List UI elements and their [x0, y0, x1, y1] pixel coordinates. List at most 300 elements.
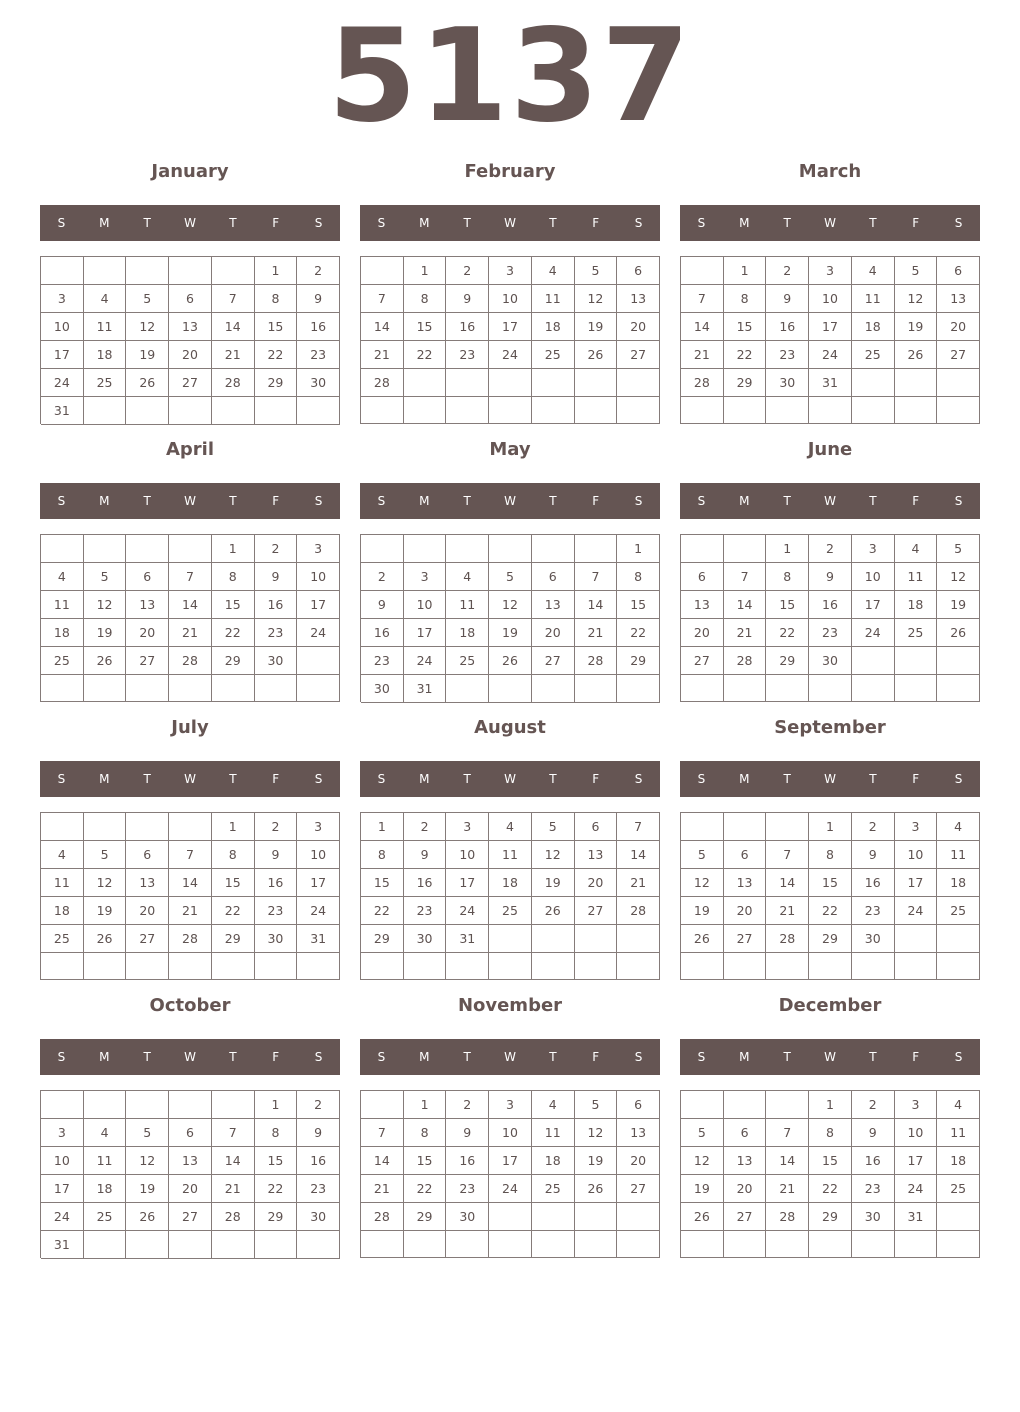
empty-day-cell [446, 369, 489, 397]
day-cell: 14 [617, 841, 660, 869]
day-cell: 24 [852, 619, 895, 647]
day-cell: 21 [169, 619, 212, 647]
day-cell: 14 [724, 591, 767, 619]
empty-day-cell [84, 1231, 127, 1259]
day-cell: 23 [297, 1175, 340, 1203]
day-cell: 21 [212, 1175, 255, 1203]
day-cell: 9 [297, 1119, 340, 1147]
day-cell: 9 [404, 841, 447, 869]
day-cell: 3 [852, 535, 895, 563]
empty-day-cell [575, 535, 618, 563]
weekday-header [680, 1039, 980, 1075]
weekday-header [360, 205, 660, 241]
day-cell: 9 [852, 1119, 895, 1147]
day-cell: 24 [895, 1175, 938, 1203]
empty-day-cell [617, 397, 660, 424]
empty-day-cell [169, 535, 212, 563]
day-cell: 18 [532, 313, 575, 341]
weekday-label: S [57, 216, 66, 230]
weekday-label: T [143, 772, 151, 786]
empty-day-cell [446, 675, 489, 703]
day-cell: 24 [809, 341, 852, 369]
day-grid [40, 256, 340, 424]
empty-day-cell [84, 675, 127, 702]
day-cell: 20 [681, 619, 724, 647]
empty-day-cell [852, 369, 895, 397]
day-cell: 3 [297, 535, 340, 563]
empty-day-cell [212, 953, 255, 980]
weekday-header [680, 483, 980, 519]
empty-day-cell [297, 953, 340, 980]
day-cell: 10 [446, 841, 489, 869]
weekday-label: T [549, 1050, 557, 1064]
weekday-label: S [634, 1050, 643, 1064]
day-cell: 12 [681, 1147, 724, 1175]
empty-day-cell [126, 675, 169, 702]
weekday-label: W [184, 772, 196, 786]
empty-day-cell [937, 1203, 980, 1231]
day-cell: 8 [617, 563, 660, 591]
weekday-label: W [824, 1050, 836, 1064]
empty-day-cell [575, 675, 618, 703]
weekday-label: M [419, 494, 430, 508]
day-cell: 25 [84, 369, 127, 397]
day-cell: 28 [212, 369, 255, 397]
weekday-label: M [99, 772, 110, 786]
day-cell: 10 [404, 591, 447, 619]
day-cell: 18 [489, 869, 532, 897]
weekday-label: S [697, 1050, 706, 1064]
empty-day-cell [489, 953, 532, 980]
weekday-label: T [229, 772, 237, 786]
day-cell: 8 [255, 1119, 298, 1147]
day-cell: 14 [169, 869, 212, 897]
day-cell: 30 [446, 1203, 489, 1231]
month-title: October [149, 995, 231, 1016]
empty-day-cell [937, 925, 980, 953]
day-cell: 2 [852, 1091, 895, 1119]
day-cell: 4 [41, 563, 84, 591]
day-cell: 8 [361, 841, 404, 869]
day-cell: 6 [126, 563, 169, 591]
weekday-label: W [504, 772, 516, 786]
empty-day-cell [212, 675, 255, 702]
day-cell: 31 [404, 675, 447, 703]
weekday-label: S [954, 216, 963, 230]
day-cell: 12 [84, 591, 127, 619]
day-cell: 20 [937, 313, 980, 341]
empty-day-cell [41, 813, 84, 841]
day-cell: 12 [575, 1119, 618, 1147]
day-cell: 30 [404, 925, 447, 953]
day-cell: 28 [724, 647, 767, 675]
day-cell: 14 [212, 313, 255, 341]
day-cell: 8 [404, 285, 447, 313]
day-cell: 25 [532, 1175, 575, 1203]
day-cell: 2 [255, 535, 298, 563]
day-cell: 20 [126, 619, 169, 647]
empty-day-cell [169, 1091, 212, 1119]
weekday-label: S [697, 216, 706, 230]
day-cell: 22 [361, 897, 404, 925]
weekday-label: F [592, 216, 600, 230]
weekday-label: W [184, 1050, 196, 1064]
day-cell: 22 [617, 619, 660, 647]
empty-day-cell [297, 1231, 340, 1259]
day-cell: 9 [446, 285, 489, 313]
empty-day-cell [169, 397, 212, 425]
empty-day-cell [126, 535, 169, 563]
day-cell: 2 [255, 813, 298, 841]
day-cell: 27 [575, 897, 618, 925]
empty-day-cell [255, 953, 298, 980]
day-cell: 5 [895, 257, 938, 285]
day-cell: 4 [84, 1119, 127, 1147]
weekday-label: T [229, 216, 237, 230]
empty-day-cell [681, 397, 724, 424]
weekday-label: S [634, 494, 643, 508]
weekday-label: S [314, 216, 323, 230]
day-cell: 17 [489, 1147, 532, 1175]
empty-day-cell [532, 397, 575, 424]
day-cell: 26 [575, 341, 618, 369]
empty-day-cell [361, 535, 404, 563]
day-cell: 7 [724, 563, 767, 591]
day-cell: 26 [489, 647, 532, 675]
day-cell: 8 [724, 285, 767, 313]
weekday-label: F [592, 1050, 600, 1064]
day-cell: 5 [681, 841, 724, 869]
empty-day-cell [446, 535, 489, 563]
day-cell: 27 [126, 925, 169, 953]
day-cell: 28 [169, 925, 212, 953]
day-cell: 19 [489, 619, 532, 647]
day-cell: 27 [724, 1203, 767, 1231]
day-cell: 27 [617, 341, 660, 369]
weekday-label: T [143, 216, 151, 230]
day-cell: 15 [766, 591, 809, 619]
day-cell: 8 [809, 841, 852, 869]
day-cell: 3 [41, 1119, 84, 1147]
empty-day-cell [126, 397, 169, 425]
empty-day-cell [575, 397, 618, 424]
day-cell: 30 [255, 647, 298, 675]
day-cell: 11 [532, 285, 575, 313]
weekday-label: T [463, 1050, 471, 1064]
day-cell: 29 [255, 1203, 298, 1231]
empty-day-cell [681, 257, 724, 285]
day-cell: 4 [84, 285, 127, 313]
day-cell: 9 [255, 841, 298, 869]
empty-day-cell [575, 369, 618, 397]
weekday-label: S [954, 494, 963, 508]
empty-day-cell [575, 925, 618, 953]
day-cell: 26 [895, 341, 938, 369]
day-cell: 16 [809, 591, 852, 619]
weekday-label: S [377, 1050, 386, 1064]
month-title: November [457, 995, 563, 1016]
day-cell: 23 [852, 1175, 895, 1203]
day-cell: 26 [84, 925, 127, 953]
day-cell: 29 [617, 647, 660, 675]
day-cell: 14 [766, 869, 809, 897]
month-title: February [464, 161, 556, 182]
empty-day-cell [681, 535, 724, 563]
empty-day-cell [404, 397, 447, 424]
day-cell: 21 [724, 619, 767, 647]
day-cell: 2 [809, 535, 852, 563]
weekday-header [360, 1039, 660, 1075]
day-cell: 7 [617, 813, 660, 841]
empty-day-cell [41, 675, 84, 702]
day-cell: 31 [895, 1203, 938, 1231]
weekday-label: T [869, 216, 877, 230]
day-cell: 1 [212, 535, 255, 563]
day-cell: 15 [724, 313, 767, 341]
empty-day-cell [852, 1231, 895, 1258]
day-cell: 7 [169, 841, 212, 869]
empty-day-cell [895, 675, 938, 702]
empty-day-cell [404, 953, 447, 980]
day-cell: 6 [724, 841, 767, 869]
day-cell: 24 [41, 369, 84, 397]
day-cell: 22 [809, 897, 852, 925]
empty-day-cell [126, 953, 169, 980]
day-cell: 29 [809, 925, 852, 953]
empty-day-cell [84, 953, 127, 980]
day-cell: 15 [404, 313, 447, 341]
day-cell: 7 [361, 1119, 404, 1147]
empty-day-cell [681, 953, 724, 980]
empty-day-cell [766, 675, 809, 702]
day-cell: 14 [169, 591, 212, 619]
day-cell: 27 [681, 647, 724, 675]
day-cell: 28 [212, 1203, 255, 1231]
day-cell: 27 [937, 341, 980, 369]
empty-day-cell [617, 675, 660, 703]
day-cell: 25 [446, 647, 489, 675]
day-cell: 21 [766, 897, 809, 925]
day-cell: 15 [255, 1147, 298, 1175]
day-cell: 9 [255, 563, 298, 591]
weekday-label: W [504, 494, 516, 508]
weekday-label: W [504, 216, 516, 230]
day-cell: 22 [212, 619, 255, 647]
day-cell: 27 [169, 1203, 212, 1231]
day-cell: 21 [361, 1175, 404, 1203]
day-cell: 25 [937, 897, 980, 925]
day-cell: 7 [212, 1119, 255, 1147]
day-cell: 15 [809, 1147, 852, 1175]
day-cell: 21 [575, 619, 618, 647]
day-cell: 29 [361, 925, 404, 953]
day-cell: 16 [852, 1147, 895, 1175]
day-cell: 18 [852, 313, 895, 341]
day-cell: 1 [809, 813, 852, 841]
weekday-label: F [912, 494, 920, 508]
day-cell: 2 [446, 257, 489, 285]
day-cell: 17 [895, 869, 938, 897]
day-cell: 21 [766, 1175, 809, 1203]
weekday-label: M [419, 216, 430, 230]
day-cell: 1 [255, 257, 298, 285]
day-cell: 20 [575, 869, 618, 897]
day-cell: 11 [937, 1119, 980, 1147]
day-cell: 14 [361, 313, 404, 341]
weekday-header [360, 483, 660, 519]
weekday-label: S [57, 1050, 66, 1064]
empty-day-cell [766, 1231, 809, 1258]
empty-day-cell [852, 647, 895, 675]
day-cell: 12 [895, 285, 938, 313]
weekday-label: M [99, 216, 110, 230]
day-cell: 3 [489, 1091, 532, 1119]
day-cell: 5 [84, 841, 127, 869]
day-cell: 14 [212, 1147, 255, 1175]
day-cell: 30 [361, 675, 404, 703]
day-cell: 6 [532, 563, 575, 591]
day-cell: 26 [575, 1175, 618, 1203]
day-cell: 3 [404, 563, 447, 591]
day-cell: 14 [681, 313, 724, 341]
day-cell: 10 [895, 1119, 938, 1147]
day-cell: 25 [895, 619, 938, 647]
empty-day-cell [532, 953, 575, 980]
day-cell: 10 [852, 563, 895, 591]
weekday-label: T [143, 1050, 151, 1064]
empty-day-cell [361, 1091, 404, 1119]
empty-day-cell [895, 925, 938, 953]
day-cell: 26 [937, 619, 980, 647]
day-cell: 23 [255, 897, 298, 925]
day-cell: 23 [809, 619, 852, 647]
day-cell: 26 [126, 1203, 169, 1231]
weekday-label: S [377, 216, 386, 230]
empty-day-cell [532, 675, 575, 703]
day-cell: 10 [41, 313, 84, 341]
day-cell: 2 [404, 813, 447, 841]
day-cell: 29 [724, 369, 767, 397]
month-title: June [807, 439, 853, 460]
day-cell: 8 [212, 841, 255, 869]
empty-day-cell [212, 1231, 255, 1259]
day-cell: 12 [489, 591, 532, 619]
weekday-label: S [634, 216, 643, 230]
day-cell: 25 [852, 341, 895, 369]
day-cell: 16 [766, 313, 809, 341]
day-cell: 18 [446, 619, 489, 647]
day-cell: 19 [532, 869, 575, 897]
day-cell: 17 [489, 313, 532, 341]
weekday-label: F [912, 216, 920, 230]
empty-day-cell [446, 1231, 489, 1258]
empty-day-cell [895, 953, 938, 980]
day-cell: 23 [255, 619, 298, 647]
day-cell: 25 [937, 1175, 980, 1203]
day-cell: 5 [575, 257, 618, 285]
day-grid [360, 1090, 660, 1258]
day-cell: 12 [84, 869, 127, 897]
day-cell: 13 [126, 869, 169, 897]
day-cell: 6 [937, 257, 980, 285]
day-cell: 28 [361, 369, 404, 397]
day-cell: 24 [41, 1203, 84, 1231]
day-cell: 3 [895, 813, 938, 841]
day-cell: 28 [766, 925, 809, 953]
day-cell: 29 [766, 647, 809, 675]
day-cell: 8 [404, 1119, 447, 1147]
day-cell: 3 [297, 813, 340, 841]
day-cell: 11 [41, 591, 84, 619]
day-cell: 26 [126, 369, 169, 397]
day-cell: 13 [681, 591, 724, 619]
weekday-label: S [954, 772, 963, 786]
empty-day-cell [361, 953, 404, 980]
day-cell: 28 [681, 369, 724, 397]
day-cell: 28 [766, 1203, 809, 1231]
day-cell: 18 [937, 869, 980, 897]
month-title: September [774, 717, 886, 738]
day-cell: 17 [895, 1147, 938, 1175]
weekday-label: F [272, 772, 280, 786]
day-cell: 10 [297, 563, 340, 591]
weekday-label: T [783, 772, 791, 786]
empty-day-cell [937, 675, 980, 702]
empty-day-cell [212, 397, 255, 425]
day-cell: 25 [489, 897, 532, 925]
day-cell: 13 [126, 591, 169, 619]
weekday-label: S [314, 772, 323, 786]
day-cell: 1 [361, 813, 404, 841]
day-cell: 1 [766, 535, 809, 563]
day-cell: 10 [489, 285, 532, 313]
day-cell: 24 [489, 1175, 532, 1203]
day-cell: 18 [84, 1175, 127, 1203]
day-cell: 13 [169, 1147, 212, 1175]
weekday-header [40, 1039, 340, 1075]
weekday-label: M [739, 494, 750, 508]
day-cell: 17 [852, 591, 895, 619]
day-cell: 18 [532, 1147, 575, 1175]
day-cell: 3 [41, 285, 84, 313]
day-cell: 6 [169, 1119, 212, 1147]
day-cell: 22 [724, 341, 767, 369]
month-title: August [474, 717, 546, 738]
day-cell: 3 [489, 257, 532, 285]
day-cell: 8 [212, 563, 255, 591]
day-cell: 19 [681, 897, 724, 925]
day-cell: 19 [681, 1175, 724, 1203]
day-cell: 30 [852, 925, 895, 953]
day-cell: 1 [617, 535, 660, 563]
day-cell: 31 [446, 925, 489, 953]
weekday-label: F [912, 1050, 920, 1064]
day-cell: 24 [489, 341, 532, 369]
day-cell: 4 [41, 841, 84, 869]
day-cell: 13 [724, 869, 767, 897]
day-cell: 13 [532, 591, 575, 619]
weekday-label: W [824, 216, 836, 230]
day-cell: 4 [532, 1091, 575, 1119]
empty-day-cell [895, 369, 938, 397]
weekday-label: W [184, 494, 196, 508]
day-cell: 1 [212, 813, 255, 841]
weekday-header [40, 761, 340, 797]
empty-day-cell [681, 1231, 724, 1258]
weekday-label: S [314, 1050, 323, 1064]
day-cell: 6 [126, 841, 169, 869]
day-cell: 12 [532, 841, 575, 869]
